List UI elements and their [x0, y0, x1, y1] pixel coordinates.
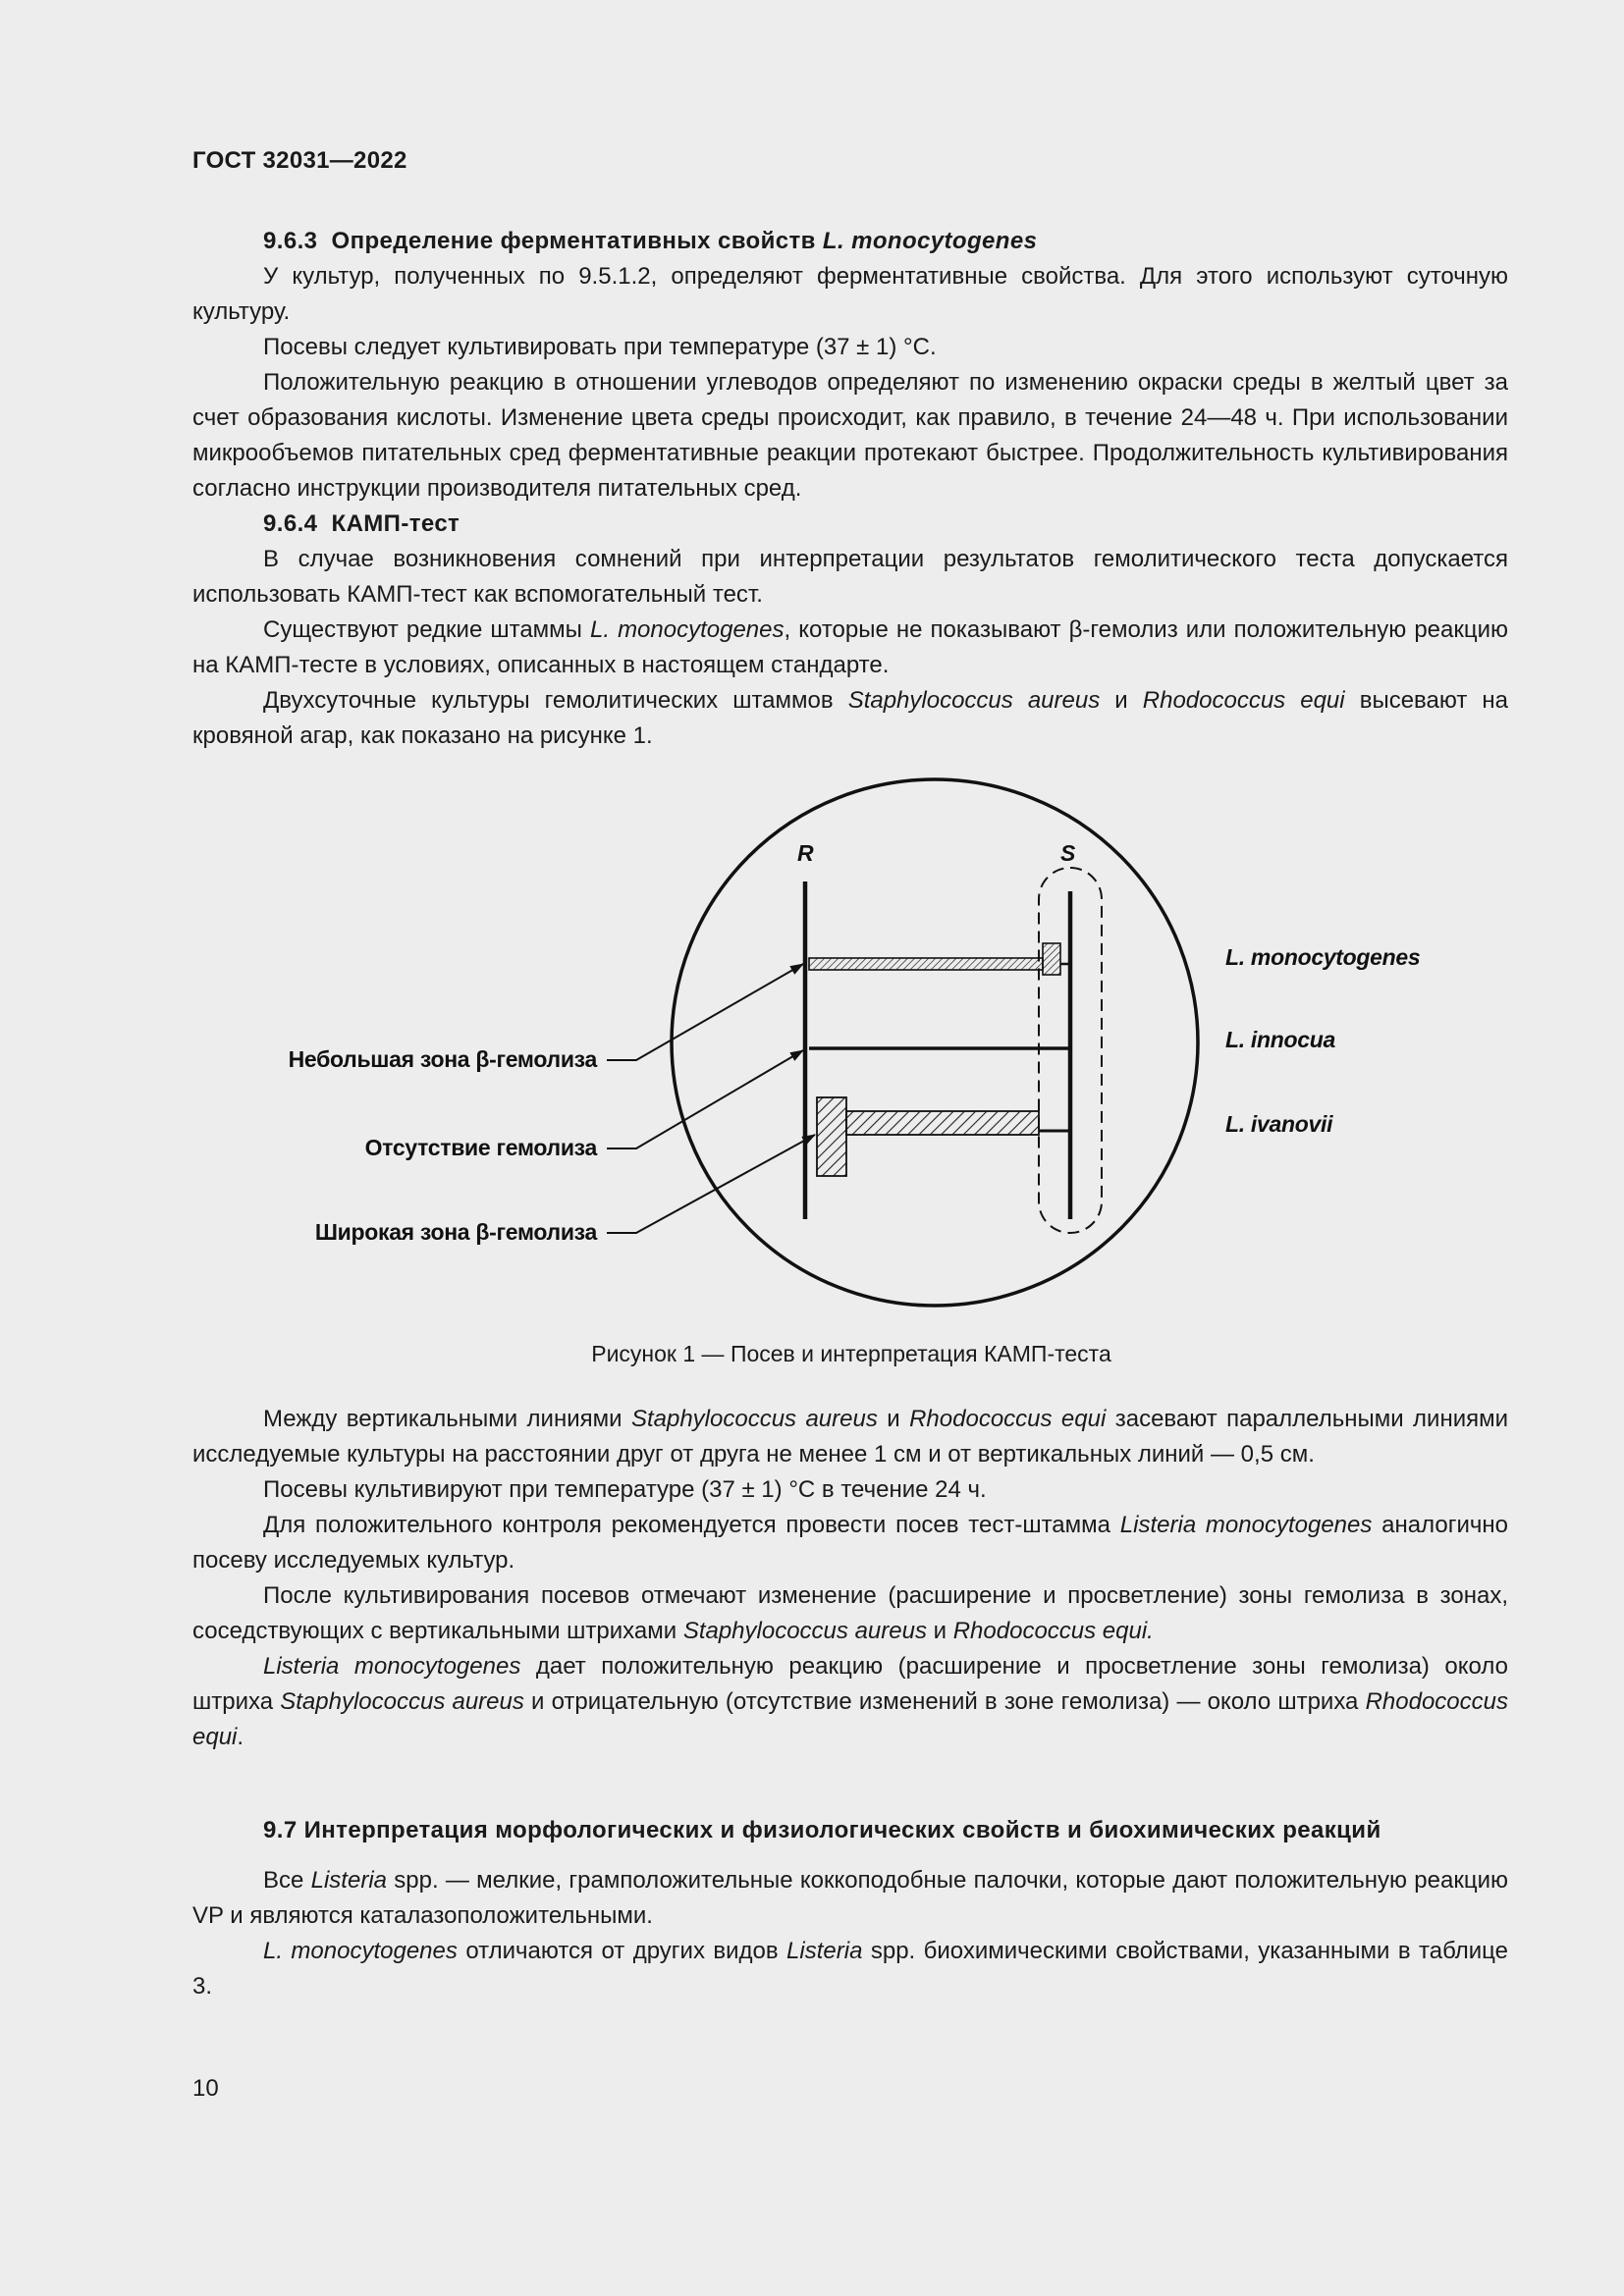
text-span: и — [933, 1618, 947, 1644]
paragraph: У культур, полученных по 9.5.1.2, определяют ферментативные свойства. Для этого используют суточную культуру. — [192, 263, 1508, 325]
section-9-7-title: 9.7 Интерпретация морфологических и физиологических свойств и биохимических реакций — [263, 1817, 1381, 1843]
strain-line-monocytogenes — [809, 958, 1043, 970]
text-span: засевают параллельными линиями исследуемые культуры на расстоянии друг от друга не менее 1 см и от вертикальных линий — 0,5 см. — [192, 1406, 1509, 1468]
legend-small-hemolysis: Небольшая зона β-гемолиза — [288, 1046, 597, 1072]
species-name: Rhodococcus equi — [909, 1406, 1107, 1432]
legend-wide-hemolysis: Широкая зона β-гемолиза — [314, 1219, 597, 1245]
paragraph: Положительную реакцию в отношении углеводов определяют по изменению окраски среды в желтый цвет за счет образования кислоты. Изменение цвета среды происходит, как правило, в течение 24—48 ч. При использовании микрообъемов питательных сред ферментативные реакции протекают быстрее. Продолжительность культивирования согласно инструкции производителя питательных сред. — [192, 369, 1508, 502]
petri-dish — [672, 779, 1198, 1306]
paragraph — [192, 613, 1508, 683]
strain-line-ivanovii — [846, 1111, 1039, 1135]
text-span: Существуют редкие штаммы — [263, 616, 582, 643]
section-title-species: L. monocytogenes — [822, 228, 1038, 254]
text-span: дает положительную реакцию (расширение и просветление зоны гемолиза) около штриха — [192, 1653, 1508, 1715]
species-name: Rhodococcus equi. — [952, 1618, 1154, 1644]
paragraph — [192, 683, 1508, 754]
text-span: , которые не показывают β-гемолиз или положительную реакцию на КАМП-тесте в условиях, описанных в настоящем стандарте. — [192, 616, 1509, 678]
page-number: 10 — [192, 2075, 219, 2102]
strain-label-innocua: L. innocua — [1225, 1027, 1336, 1052]
paragraph — [192, 1402, 1508, 1472]
species-name: Rhodococcus equi — [1142, 687, 1345, 714]
strain-label-monocytogenes: L. monocytogenes — [1225, 944, 1421, 970]
paragraph — [192, 1578, 1508, 1649]
text-span: и отрицательную (отсутствие изменений в зоне гемолиза) — около штриха — [531, 1688, 1359, 1715]
text-span: Двухсуточные культуры гемолитических штаммов — [263, 687, 834, 714]
section-9-6-3-title — [192, 224, 1508, 259]
paragraph — [192, 1863, 1508, 1934]
genus-name: Listeria — [786, 1938, 863, 1964]
hemolysis-zone-small-s — [1043, 943, 1060, 975]
text-span: spp. биохимическими свойствами, указанными в таблице 3. — [192, 1938, 1508, 2000]
figure-caption: Рисунок 1 — Посев и интерпретация КАМП-теста — [591, 1341, 1111, 1366]
paragraph: Посевы следует культивировать при температуре (37 ± 1) °C. — [263, 334, 937, 360]
species-name: L. monocytogenes — [263, 1938, 458, 1964]
text-span: и — [1114, 687, 1128, 714]
text-span: и — [887, 1406, 900, 1432]
section-9-6-block — [192, 224, 1508, 754]
species-name: Staphylococcus aureus — [847, 687, 1101, 714]
paragraph: В случае возникновения сомнений при интерпретации результатов гемолитического теста допускается использовать КАМП-тест как вспомогательный тест. — [192, 546, 1508, 608]
after-figure-block — [192, 1402, 1508, 1755]
hemolysis-zone-wide-r — [817, 1097, 846, 1176]
strain-label-ivanovii: L. ivanovii — [1225, 1111, 1333, 1137]
species-name: Listeria monocytogenes — [263, 1653, 521, 1680]
species-name: Staphylococcus aureus — [280, 1688, 524, 1715]
species-name: Staphylococcus aureus — [682, 1618, 927, 1644]
leader-small-hemolysis — [607, 964, 803, 1060]
text-span: spp. — мелкие, грамположительные коккоподобные палочки, которые дают положительную реакцию VP и являются каталазоположительными. — [192, 1867, 1508, 1929]
paragraph — [192, 1649, 1508, 1755]
text-span: . — [237, 1724, 244, 1750]
species-name: Rhodococcus equi — [192, 1688, 1508, 1750]
text-span: отличаются от других видов — [465, 1938, 779, 1964]
paragraph — [192, 1508, 1508, 1578]
text-span: Все — [263, 1867, 304, 1894]
leader-no-hemolysis — [607, 1050, 803, 1148]
species-name: L. monocytogenes — [590, 616, 785, 643]
paragraph: Посевы культивируют при температуре (37 ± 1) °C в течение 24 ч. — [263, 1476, 987, 1503]
text-span: высевают на кровяной агар, как показано на рисунке 1. — [192, 687, 1508, 749]
text-span: Между вертикальными линиями — [263, 1406, 623, 1432]
species-name: Staphylococcus aureus — [630, 1406, 878, 1432]
text-span: Для положительного контроля рекомендуется провести посев тест-штамма — [263, 1512, 1111, 1538]
section-9-6-4-title: 9.6.4 КАМП-тест — [263, 510, 460, 537]
section-9-7-block — [192, 1814, 1508, 2004]
label-r: R — [797, 840, 814, 866]
label-s: S — [1060, 840, 1076, 866]
paragraph — [192, 1934, 1508, 2004]
text-span: аналогично посеву исследуемых культур. — [192, 1512, 1509, 1574]
text-span: После культивирования посевов отмечают изменение (расширение и просветление) зоны гемолиза в зонах, соседствующих с вертикальными штрихами — [192, 1582, 1508, 1644]
figure-camp-test — [0, 775, 1624, 1384]
standard-header: ГОСТ 32031—2022 — [192, 147, 407, 174]
legend-no-hemolysis: Отсутствие гемолиза — [364, 1135, 597, 1160]
section-number: 9.6.3 — [263, 228, 318, 254]
genus-name: Listeria — [310, 1867, 387, 1894]
section-title-text: Определение ферментативных свойств — [331, 228, 816, 254]
species-name: Listeria monocytogenes — [1119, 1512, 1373, 1538]
